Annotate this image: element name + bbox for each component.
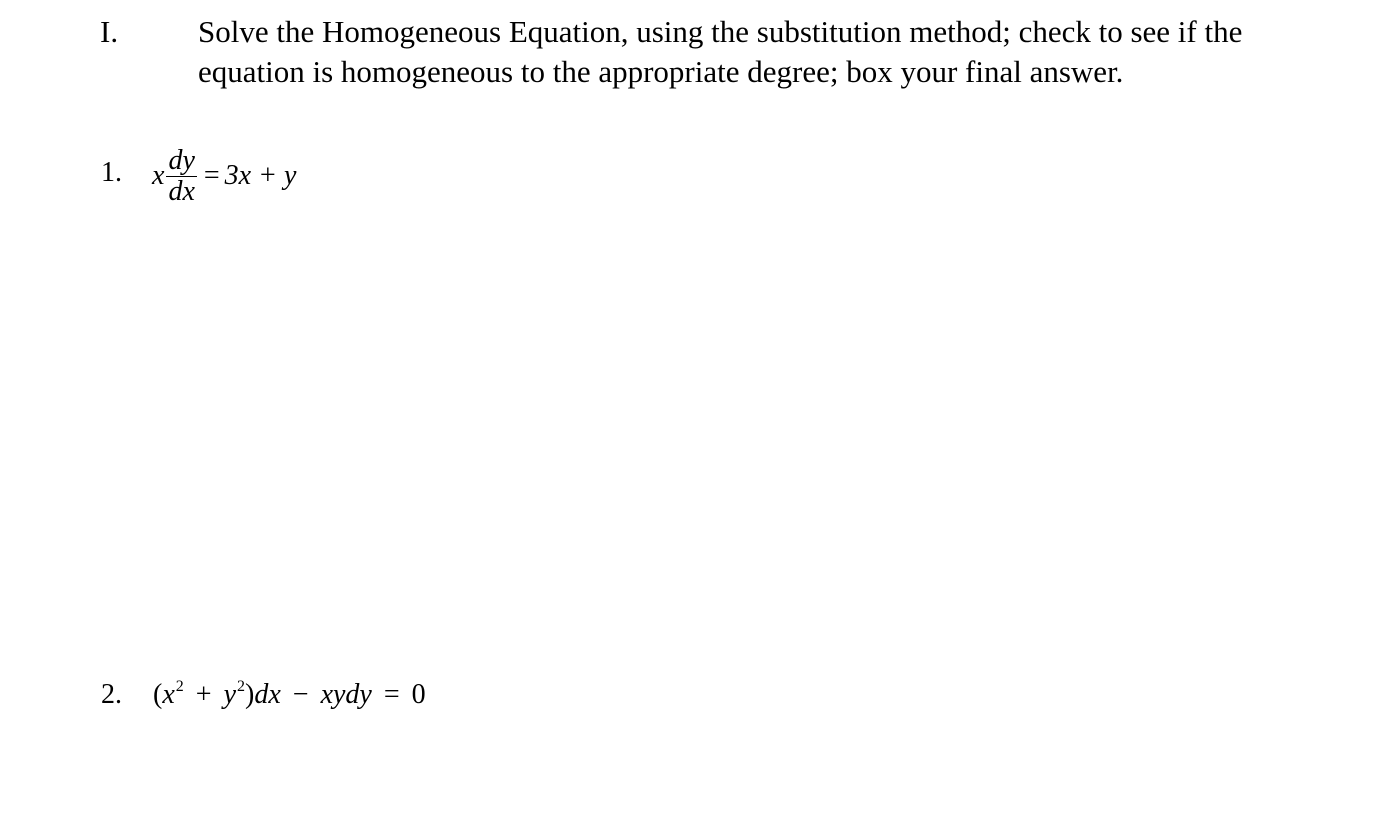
exponent-y: 2: [237, 677, 245, 695]
var-y: y: [223, 679, 236, 710]
fraction-denominator: dx: [168, 175, 195, 207]
instructions: [198, 12, 1348, 92]
lhs-coefficient: x: [152, 160, 165, 191]
section-number: I.: [100, 14, 119, 49]
open-paren: (: [153, 679, 163, 710]
term-xydy: xydy: [320, 679, 372, 710]
rhs-zero: 0: [411, 679, 426, 710]
problem-1-number: 1.: [101, 157, 122, 188]
instruction-line-1: Solve the Homogeneous Equation, using the substitution method; check to see if the: [198, 14, 1243, 49]
close-paren: ): [245, 679, 255, 710]
fraction-numerator: dy: [168, 144, 195, 176]
rhs-expression: 3x + y: [224, 160, 297, 191]
problem-2-equation: [153, 678, 426, 712]
equals-sign: =: [383, 679, 400, 710]
problem-1-equation: [152, 136, 296, 216]
exponent-x: 2: [175, 677, 184, 695]
equals-sign: =: [203, 160, 220, 191]
plus-sign: +: [195, 679, 212, 710]
instruction-line-2: equation is homogeneous to the appropriate degree; box your final answer.: [198, 54, 1124, 89]
problem-2-number: 2.: [101, 679, 122, 710]
derivative-fraction: [166, 146, 196, 207]
minus-sign: −: [292, 679, 309, 710]
term-dx: dx: [254, 679, 281, 710]
var-x: x: [162, 679, 175, 710]
